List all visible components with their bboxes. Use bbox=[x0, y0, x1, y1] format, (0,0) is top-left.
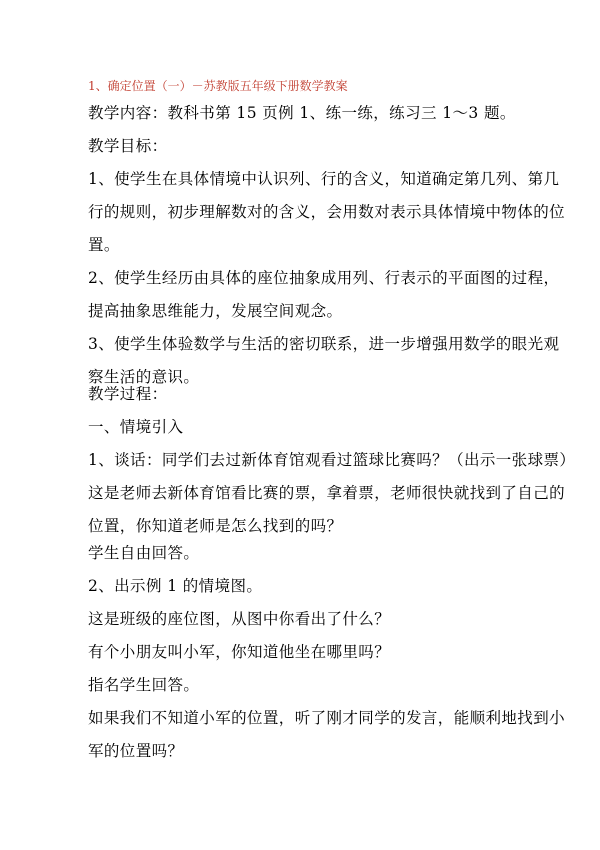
text-line: 2、使学生经历由具体的座位抽象成用列、行表示的平面图的过程， bbox=[88, 269, 560, 287]
paragraph-dialogue bbox=[88, 444, 576, 543]
text-line: 行的规则，初步理解数对的含义，会用数对表示具体情境中物体的位 bbox=[88, 203, 566, 221]
paragraph-goal-1 bbox=[88, 163, 566, 262]
text-line: 2、出示例 1 的情境图。 bbox=[88, 577, 263, 595]
document-title: 1、确定位置（一）－苏教版五年级下册数学教案 bbox=[88, 79, 348, 93]
paragraph-free-answer bbox=[88, 537, 528, 570]
text-line: 置。 bbox=[88, 236, 120, 254]
paragraph-named-answer bbox=[88, 669, 528, 702]
text-line: 1、谈话：同学们去过新体育馆观看过篮球比赛吗？（出示一张球票） bbox=[88, 451, 576, 469]
text-line: 教学内容：教科书第 15 页例 1、练一练，练习三 1～3 题。 bbox=[88, 104, 516, 122]
paragraph-seat-chart bbox=[88, 603, 528, 636]
paragraph-question bbox=[88, 702, 566, 768]
text-line: 教学过程： bbox=[88, 385, 168, 403]
text-line: 教学目标： bbox=[88, 137, 168, 155]
paragraph-process-heading bbox=[88, 378, 528, 411]
text-line: 1、使学生在具体情境中认识列、行的含义，知道确定第几列、第几 bbox=[88, 170, 560, 188]
paragraph-xiaojun bbox=[88, 636, 528, 669]
text-line: 位置，你知道老师是怎么找到的吗？ bbox=[88, 517, 343, 535]
text-line: 这是老师去新体育馆看比赛的票，拿着票，老师很快就找到了自己的 bbox=[88, 484, 566, 502]
text-line: 3、使学生体验数学与生活的密切联系，进一步增强用数学的眼光观 bbox=[88, 335, 560, 353]
text-line: 军的位置吗？ bbox=[88, 742, 184, 760]
paragraph-content bbox=[88, 97, 528, 130]
text-line: 察生活的意识。 bbox=[88, 368, 200, 386]
text-line: 一、情境引入 bbox=[88, 418, 184, 436]
paragraph-goal-2 bbox=[88, 262, 560, 328]
text-line: 如果我们不知道小军的位置，听了刚才同学的发言，能顺利地找到小 bbox=[88, 709, 566, 727]
text-line: 学生自由回答。 bbox=[88, 544, 200, 562]
paragraph-show-example bbox=[88, 570, 528, 603]
text-line: 指名学生回答。 bbox=[88, 676, 200, 694]
text-line: 有个小朋友叫小军，你知道他坐在哪里吗？ bbox=[88, 643, 391, 661]
text-line: 这是班级的座位图，从图中你看出了什么？ bbox=[88, 610, 391, 628]
paragraph-section-1 bbox=[88, 411, 528, 444]
text-line: 提高抽象思维能力，发展空间观念。 bbox=[88, 302, 343, 320]
paragraph-goals-heading bbox=[88, 130, 528, 163]
